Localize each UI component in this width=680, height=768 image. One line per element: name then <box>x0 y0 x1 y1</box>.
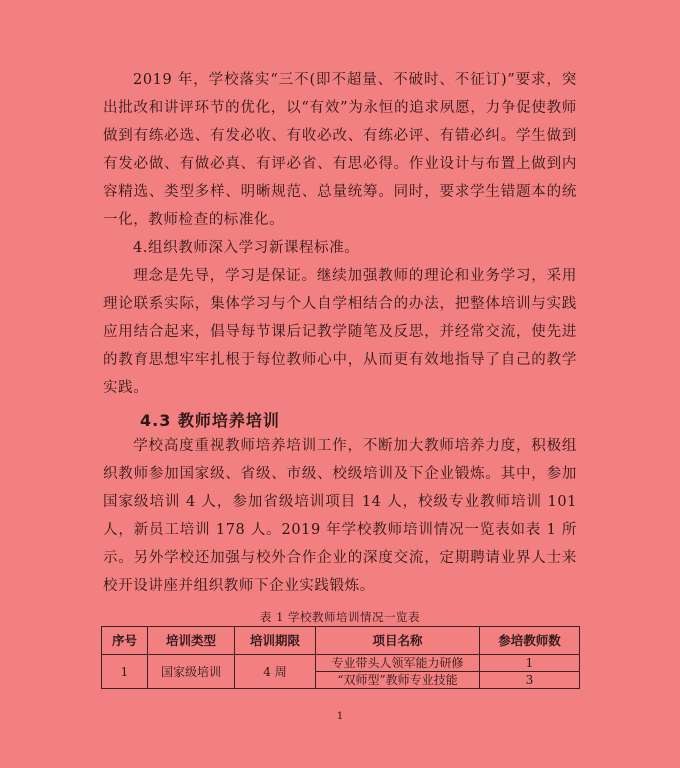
table-header-row <box>102 627 580 655</box>
project-name-cell: 专业带头人领军能力研修 <box>316 655 480 672</box>
training-period-cell: 4 周 <box>235 655 316 689</box>
paragraph-item-4 <box>103 234 577 262</box>
paragraph-training-overview <box>103 432 577 600</box>
row-number-cell: 1 <box>102 655 148 689</box>
teacher-count-cell: 3 <box>480 672 580 689</box>
page-number: 1 <box>336 711 344 722</box>
teacher-count-cell: 1 <box>480 655 580 672</box>
table-caption: 表 1 学校教师培训情况一览表 <box>259 610 421 624</box>
paragraph-text: 学校高度重视教师培养培训工作，不断加大教师培养力度，积极组织教师参加国家级、省级、市级、校级培训及下企业锻炼。其中，参加国家级培训 4 人，参加省级培训项目 14 人，校级专业教师培训 101 人，新员工培训 178 人。2019 年学校教师培训情况一览表如表 1 所示。另外学校还加强与校外合作企业的深度交流，定期聘请业界人士来校开设讲座并组织教师下企业实践锻炼。 <box>103 438 577 594</box>
header-cell: 培训类型 <box>148 627 235 655</box>
header-cell: 项目名称 <box>316 627 480 655</box>
header-cell: 序号 <box>102 627 148 655</box>
header-cell: 参培教师数 <box>480 627 580 655</box>
paragraph-text: 理念是先导，学习是保证。继续加强教师的理论和业务学习，采用理论联系实际，集体学习与个人自学相结合的办法，把整体培训与实践应用结合起来，倡导每节课后记教学随笔及反思，并经常交流，使先进的教育思想牢牢扎根于每位教师心中，从而更有效地指导了自己的教学实践。 <box>103 268 577 396</box>
paragraph-homework-policy <box>103 66 577 234</box>
table-row <box>102 655 580 672</box>
paragraph-text: 2019 年，学校落实“三不(即不超量、不破时、不征订)”要求，突出批改和讲评环节的优化，以“有效”为永恒的追求夙愿，力争促使教师做到有练必选、有发必收、有收必改、有练必评、有错必纠。学生做到有发必做、有做必真、有评必省、有思必得。作业设计与布置上做到内容精选、类型多样、明晰规范、总量统筹。同时，要求学生错题本的统一化，教师检查的标准化。 <box>103 72 577 228</box>
section-heading: 4.3 教师培养培训 <box>140 411 280 430</box>
header-cell: 培训期限 <box>235 627 316 655</box>
training-table <box>101 626 580 689</box>
paragraph-learning-theory <box>103 262 577 402</box>
paragraph-text: 4.组织教师深入学习新课程标准。 <box>133 240 360 256</box>
project-name-cell: “双师型”教师专业技能 <box>316 672 480 689</box>
training-type-cell: 国家级培训 <box>148 655 235 689</box>
